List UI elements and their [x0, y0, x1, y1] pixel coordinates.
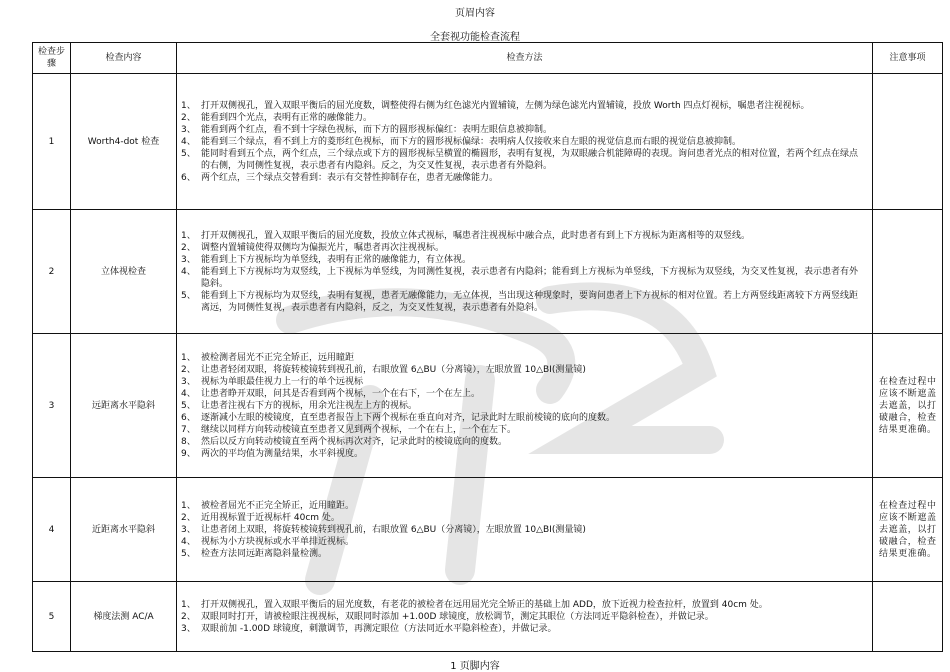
method-step — [181, 124, 866, 136]
method-steps-list — [181, 230, 866, 314]
method-step — [181, 100, 866, 112]
method-step-number: 2、 — [181, 242, 196, 253]
method-steps-list — [181, 500, 866, 560]
method-step-text: 检查方法同远距离隐斜量检测。 — [201, 548, 328, 559]
method-step-text: 双眼前加 -1.00D 球镜度，刺激调节，再测定眼位（方法同近水平隐斜检查），并做记录。 — [201, 623, 557, 634]
method-step-text: 能看到四个光点，表明有正常的融像能力。 — [201, 112, 373, 123]
method-step-number: 1、 — [181, 500, 196, 511]
method-step-text: 打开双侧视孔，置入双眼平衡后的屈光度数，投放立体式视标，嘱患者注视视标中融合点，此时患者有到上下方视标为距离相等的双竖线。 — [201, 230, 751, 241]
method-step-text: 两次的平均值为测量结果，水平斜视度。 — [201, 448, 364, 459]
method-step — [181, 536, 866, 548]
method-step-text: 近用视标置于近视标杆 40cm 处。 — [201, 512, 340, 523]
method-step-number: 3、 — [181, 524, 196, 535]
method-step-text: 继续以同样方向转动棱镜直至患者又见到两个视标，一个在右上，一个在左下。 — [201, 424, 517, 435]
method-step — [181, 136, 866, 148]
method-step-number: 1、 — [181, 100, 196, 111]
check-content: 立体视检查 — [71, 210, 177, 334]
method-step-number: 1、 — [181, 352, 196, 363]
method-step — [181, 290, 866, 314]
method-step — [181, 266, 866, 290]
method-step-number: 3、 — [181, 376, 196, 387]
check-content: Worth4-dot 检查 — [71, 74, 177, 210]
step-number: 4 — [33, 478, 71, 582]
method-step-number: 5、 — [181, 400, 196, 411]
table-row — [33, 334, 943, 478]
step-number: 5 — [33, 582, 71, 652]
method-step-text: 两个红点，三个绿点交替看到：表示有交替性抑制存在，患者无融像能力。 — [201, 172, 499, 183]
method-step — [181, 599, 866, 611]
method-step-text: 逐渐减小左眼的棱镜度，直至患者报告上下两个视标在垂直向对齐，记录此时左眼前棱镜的底向的度数。 — [201, 412, 616, 423]
method-step — [181, 436, 866, 448]
method-step — [181, 412, 866, 424]
col-header-step: 检查步骤 — [33, 43, 71, 74]
note: 在检查过程中应该不断遮盖去遮盖，以打破融合，检查结果更准确。 — [873, 334, 943, 478]
check-method — [177, 582, 873, 652]
check-content: 近距离水平隐斜 — [71, 478, 177, 582]
step-number: 3 — [33, 334, 71, 478]
method-step-text: 打开双侧视孔，置入双眼平衡后的屈光度数，调整使得右侧为红色滤光内置辅镜，左侧为绿色滤光内置辅镜，投放 Worth 四点灯视标，嘱患者注视视标。 — [201, 100, 810, 111]
method-step-text: 能看到上下方视标均为双竖线，上下视标为单竖线，为同测性复视，表示患者有内隐斜；能看到上方视标为单竖线，下方视标为双竖线，为交叉性复视，表示患者有外隐斜。 — [201, 266, 859, 289]
table-row — [33, 478, 943, 582]
method-step-number: 5、 — [181, 548, 196, 559]
method-step-number: 4、 — [181, 388, 196, 399]
method-step-text: 能看到三个绿点，看不到上方的菱形红色视标，而下方的圆形视标偏绿：表明病人仅接收来自左眼的视觉信息而右眼的视觉信息被抑制。 — [201, 136, 742, 147]
step-number: 1 — [33, 74, 71, 210]
method-step — [181, 500, 866, 512]
method-step-number: 5、 — [181, 290, 196, 301]
method-step-text: 被检测者屈光不正完全矫正，远用瞳距 — [201, 352, 355, 363]
method-step — [181, 242, 866, 254]
method-step — [181, 376, 866, 388]
method-step-number: 4、 — [181, 266, 196, 277]
method-step-number: 8、 — [181, 436, 196, 447]
method-step — [181, 112, 866, 124]
method-step-text: 能看到上下方视标均为双竖线，表明有复视，患者无融像能力，无立体视，当出现这种现象时，要询问患者上下方视标的相对位置。若上方两竖线距离较下方两竖线距离远，为同侧性复视，表示患者有内隐斜，反之，为交叉性复视，表示患者有外隐斜。 — [201, 290, 859, 313]
method-step — [181, 148, 866, 172]
method-step-number: 9、 — [181, 448, 196, 459]
method-step-number: 1、 — [181, 599, 196, 610]
method-step-text: 视标为单眼最佳视力上一行的单个远视标 — [201, 376, 364, 387]
method-step-text: 能看到上下方视标均为单竖线，表明有正常的融像能力，有立体视。 — [201, 254, 472, 265]
method-step-text: 让患者轻闭双眼，将旋转棱镜转到视孔前，右眼放置 6△BU（分离镜），左眼放置 10△BI(测量镜) — [201, 364, 586, 375]
col-header-note: 注意事项 — [873, 43, 943, 74]
method-step-number: 4、 — [181, 536, 196, 547]
method-step-number: 2、 — [181, 364, 196, 375]
method-step — [181, 524, 866, 536]
method-step-text: 让患者睁开双眼，问其是否看到两个视标，一个在右下，一个在左上。 — [201, 388, 481, 399]
method-step-number: 6、 — [181, 412, 196, 423]
method-step — [181, 512, 866, 524]
method-step-text: 视标为小方块视标或水平单排近视标。 — [201, 536, 355, 547]
method-step-number: 5、 — [181, 148, 196, 159]
method-step-number: 7、 — [181, 424, 196, 435]
method-step-text: 打开双侧视孔，置入双眼平衡后的屈光度数，有老花的被检者在远用屈光完全矫正的基础上加 ADD，放下近视力检查拉杆，放置到 40cm 处。 — [201, 599, 768, 610]
method-steps-list — [181, 599, 866, 635]
method-step-number: 1、 — [181, 230, 196, 241]
note — [873, 582, 943, 652]
method-steps-list — [181, 352, 866, 460]
method-step — [181, 364, 866, 376]
col-header-method: 检查方法 — [177, 43, 873, 74]
page-header: 页眉内容 — [455, 8, 495, 19]
exam-process-table — [32, 42, 943, 652]
method-step — [181, 230, 866, 242]
method-step — [181, 623, 866, 635]
step-number: 2 — [33, 210, 71, 334]
method-step-number: 2、 — [181, 512, 196, 523]
method-step — [181, 352, 866, 364]
method-step-number: 3、 — [181, 254, 196, 265]
method-step-text: 调整内置辅镜使得双侧均为偏振光片，嘱患者再次注视视标。 — [201, 242, 445, 253]
table-row — [33, 582, 943, 652]
check-method — [177, 210, 873, 334]
check-method — [177, 334, 873, 478]
check-content: 远距离水平隐斜 — [71, 334, 177, 478]
note: 在检查过程中应该不断遮盖去遮盖，以打破融合，检查结果更准确。 — [873, 478, 943, 582]
table-row — [33, 210, 943, 334]
method-step-number: 4、 — [181, 136, 196, 147]
table-row — [33, 74, 943, 210]
method-step — [181, 400, 866, 412]
check-method — [177, 478, 873, 582]
method-step — [181, 172, 866, 184]
method-step-text: 双眼同时打开，请被检眼注视视标，双眼同时添加 +1.00D 球镜度，放松调节，测定其眼位（方法同近平隐斜检查），并做记录。 — [201, 611, 714, 622]
method-step-text: 让患者闭上双眼，将旋转棱镜转到视孔前，右眼放置 6△BU（分离镜），左眼放置 10△BI(测量镜) — [201, 524, 586, 535]
note — [873, 210, 943, 334]
method-step — [181, 424, 866, 436]
method-step-text: 然后以反方向转动棱镜直至两个视标再次对齐，记录此时的棱镜底向的度数。 — [201, 436, 508, 447]
method-steps-list — [181, 100, 866, 184]
method-step-text: 被检者屈光不正完全矫正，近用瞳距。 — [201, 500, 355, 511]
method-step — [181, 548, 866, 560]
method-step — [181, 254, 866, 266]
method-step — [181, 388, 866, 400]
method-step-number: 2、 — [181, 611, 196, 622]
method-step-number: 2、 — [181, 112, 196, 123]
check-method — [177, 74, 873, 210]
method-step-number: 3、 — [181, 623, 196, 634]
method-step-text: 能看到两个红点，看不到十字绿色视标，而下方的圆形视标偏红：表明左眼信息被抑制。 — [201, 124, 553, 135]
page-footer: 1 页脚内容 — [450, 661, 500, 672]
method-step-number: 3、 — [181, 124, 196, 135]
method-step-text: 能同时看到五个点，两个红点，三个绿点或下方的圆形视标呈横置的椭圆形，表明有复视，为双眼融合机能障碍的表现。询问患者光点的相对位置，若两个红点在绿点的右侧，为同侧性复视，表示患者有内隐斜。反之，为交叉性复视，表示患者有外隐斜。 — [201, 148, 859, 171]
method-step-number: 6、 — [181, 172, 196, 183]
document-title: 全套视功能检查流程 — [430, 32, 520, 43]
note — [873, 74, 943, 210]
method-step-text: 让患者注视右下方的视标，用余光注视左上方的视标。 — [201, 400, 418, 411]
check-content: 梯度法测 AC/A — [71, 582, 177, 652]
method-step — [181, 448, 866, 460]
table-header-row — [33, 43, 943, 74]
col-header-content: 检查内容 — [71, 43, 177, 74]
method-step — [181, 611, 866, 623]
